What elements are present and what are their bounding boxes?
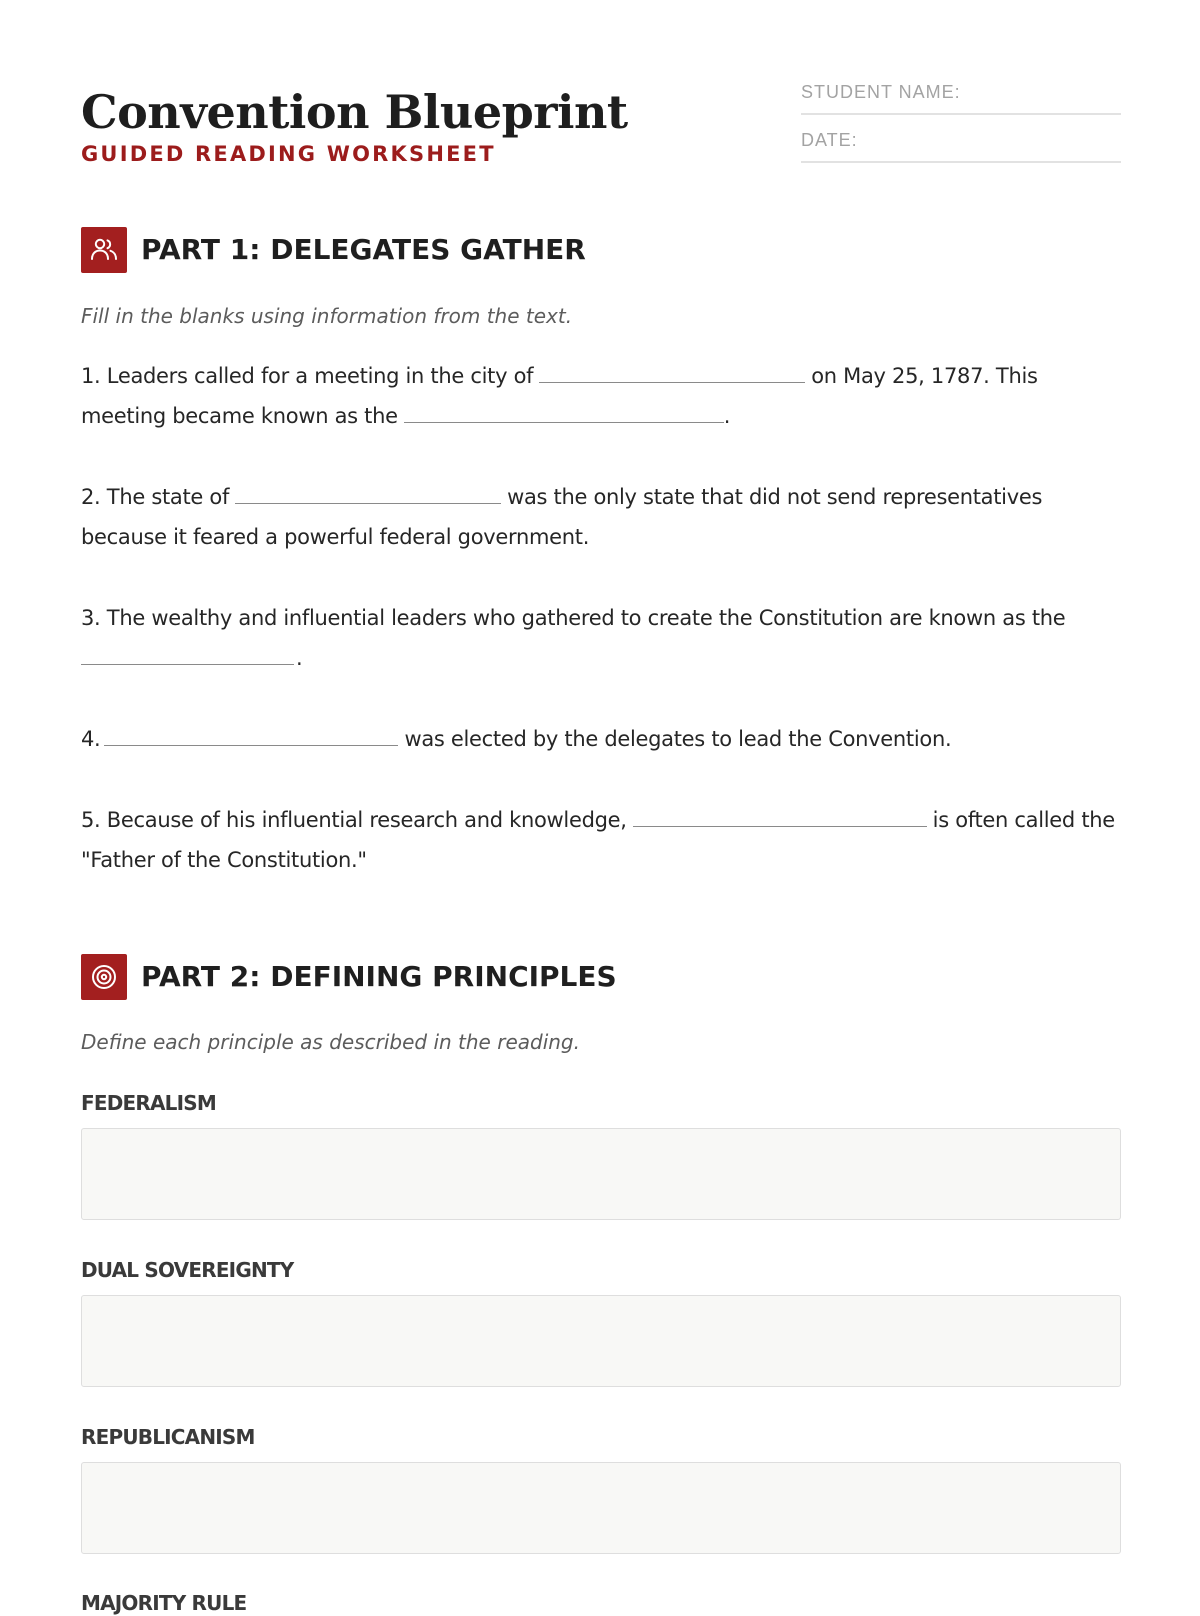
- date-line[interactable]: [801, 161, 1121, 163]
- part2-instruction: Define each principle as described in the reading.: [81, 1030, 580, 1054]
- question-2-text-b: was the only state that did not send representatives because it feared a powerful federal government.: [81, 485, 1043, 549]
- definition-answer-box[interactable]: [81, 1462, 1121, 1554]
- definition-federalism: [81, 1090, 1121, 1220]
- question-4-text-b: was elected by the delegates to lead the Convention.: [404, 727, 952, 751]
- part1-heading: [81, 227, 1121, 273]
- definition-dual-sovereignty: [81, 1257, 1121, 1387]
- question-list: [81, 356, 1121, 921]
- student-info: [801, 80, 1121, 176]
- student-name-field[interactable]: [801, 80, 1121, 128]
- question-4: [81, 719, 1121, 759]
- date-field[interactable]: [801, 128, 1121, 176]
- question-2: [81, 477, 1121, 557]
- student-name-line[interactable]: [801, 113, 1121, 115]
- definition-majority-rule: [81, 1590, 1121, 1616]
- worksheet-header: [81, 80, 1121, 180]
- part1-instruction: Fill in the blanks using information from the text.: [81, 304, 573, 328]
- question-5: [81, 800, 1121, 880]
- question-5-text-a: 5. Because of his influential research and knowledge,: [81, 808, 627, 832]
- question-4-text-a: 4.: [81, 727, 101, 751]
- definition-answer-box[interactable]: [81, 1128, 1121, 1220]
- question-1: [81, 356, 1121, 436]
- definition-label: DUAL SOVEREIGNTY: [81, 1258, 294, 1282]
- definition-republicanism: [81, 1424, 1121, 1554]
- question-3: [81, 598, 1121, 678]
- answer-blank-state[interactable]: [235, 502, 501, 504]
- people-icon: [81, 227, 127, 273]
- student-name-label: STUDENT NAME:: [801, 82, 961, 102]
- answer-blank-father[interactable]: [633, 825, 927, 827]
- date-label: DATE:: [801, 130, 858, 150]
- answer-blank-city[interactable]: [539, 381, 805, 383]
- question-1-text-b: on May 25, 1787. This meeting became known as the: [81, 364, 1038, 428]
- target-icon: [81, 954, 127, 1000]
- question-5-text-b: is often called the "Father of the Constitution.": [81, 808, 1115, 872]
- answer-blank-delegates[interactable]: [81, 663, 294, 665]
- question-2-text-a: 2. The state of: [81, 485, 230, 509]
- part1-title: PART 1: DELEGATES GATHER: [141, 233, 586, 266]
- part2-title: PART 2: DEFINING PRINCIPLES: [141, 960, 617, 993]
- part2-heading: [81, 954, 1121, 1000]
- question-1-text-a: 1. Leaders called for a meeting in the city of: [81, 364, 534, 388]
- definition-answer-box[interactable]: [81, 1295, 1121, 1387]
- question-3-text-b: .: [296, 646, 303, 670]
- worksheet-subtitle: GUIDED READING WORKSHEET: [81, 142, 496, 166]
- definition-label: MAJORITY RULE: [81, 1591, 247, 1615]
- question-1-text-c: .: [723, 404, 731, 428]
- definition-label: REPUBLICANISM: [81, 1425, 255, 1449]
- answer-blank-leader[interactable]: [104, 744, 398, 746]
- worksheet-title: Convention Blueprint: [81, 85, 628, 139]
- answer-blank-meeting-name[interactable]: [404, 421, 724, 423]
- question-3-text-a: 3. The wealthy and influential leaders who gathered to create the Constitution are known as the: [81, 606, 1066, 630]
- definition-label: FEDERALISM: [81, 1091, 216, 1115]
